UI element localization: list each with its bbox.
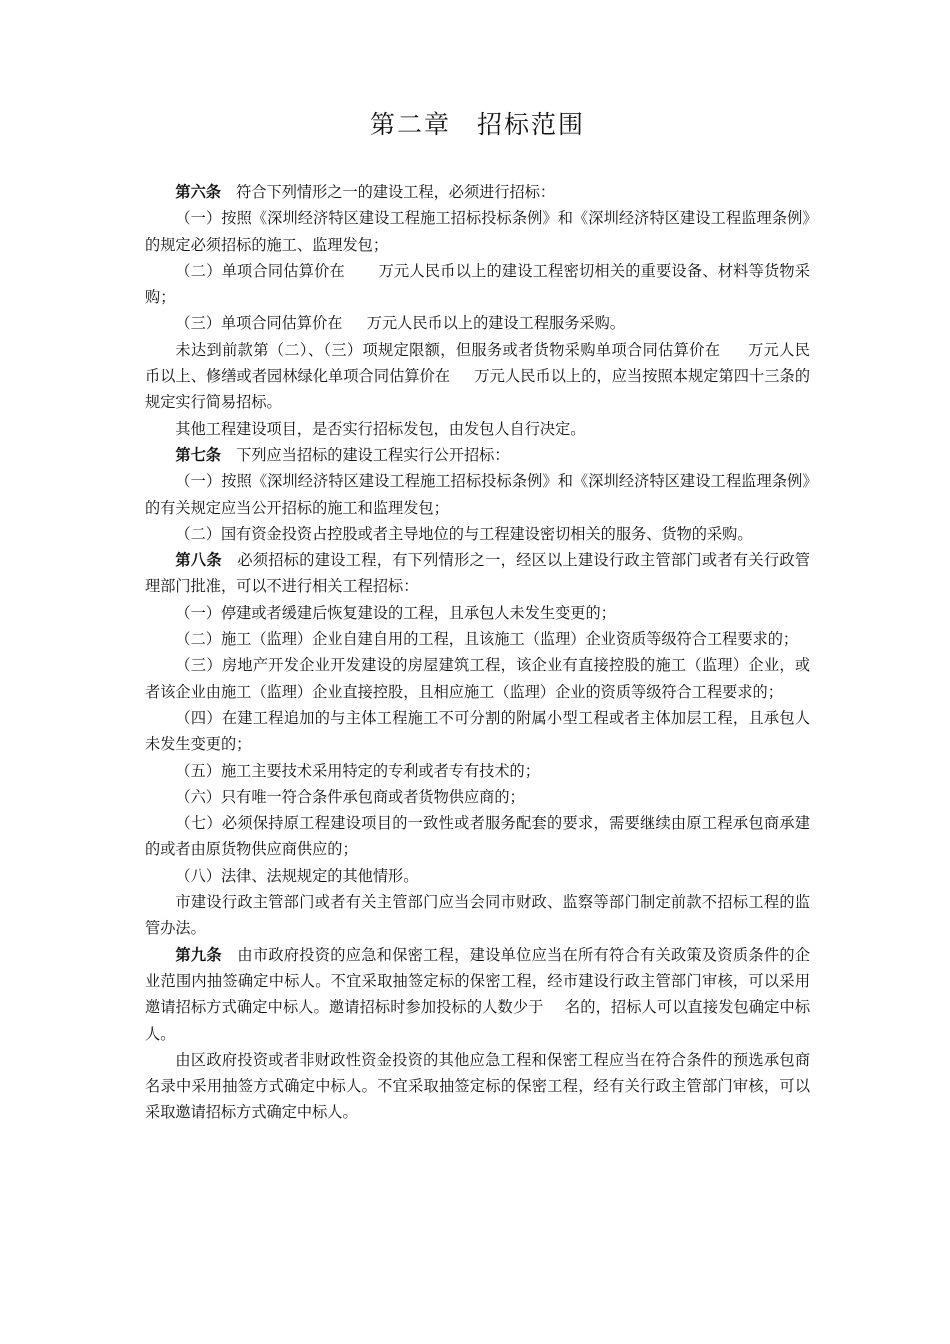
article-6-item-3-a: （三）单项合同估算价在	[175, 314, 343, 333]
article-8-item-3: （三）房地产开发企业开发建设的房屋建筑工程，该企业有直接控股的施工（监理）企业，或者该企业由施工（监理）企业直接控股，且相应施工（监理）企业的资质等级符合工程要求的；	[145, 656, 810, 701]
article-9-lead	[145, 942, 810, 1047]
article-6-item-2-a: （二）单项合同估算价在	[175, 261, 345, 280]
article-6-lead	[145, 179, 810, 205]
article-7-lead	[145, 442, 810, 468]
article-8-item-6: （六）只有唯一符合条件承包商或者货物供应商的；	[175, 787, 525, 806]
article-8-item-4: （四）在建工程追加的与主体工程施工不可分割的附属小型工程或者主体加层工程，且承包人未发生变更的；	[145, 708, 810, 754]
chapter-name: 招标范围	[477, 110, 586, 139]
article-9-lead-a: 由市政府投资的应急和保密工程，建设单位应当在所有符合有关政策及资质条件的企业范围内抽签确定中标人。不宜采取抽签定标的保密工程，经市建设行政主管部门审核，可以采用邀请招标方式确定中标人。邀请招标时参加投标的人数少于	[145, 945, 811, 1017]
article-7-lead-text: 下列应当招标的建设工程实行公开招标：	[236, 445, 510, 464]
article-6-item-3-b: 万元人民币以上的建设工程服务采购。	[366, 314, 625, 333]
article-6-label: 第六条	[175, 183, 221, 201]
article-8-label: 第八条	[175, 551, 222, 570]
article-7-item-2: （二）国有资金投资占控股或者主导地位的与工程建设密切相关的服务、货物的采购。	[175, 524, 753, 543]
article-6-para-2-c: 万元人民币以上的，应当按照本规定第四十三条的规定实行简易招标。	[145, 367, 811, 412]
article-9-label: 第九条	[175, 945, 222, 964]
article-8-lead-text: 必须招标的建设工程，有下列情形之一，经区以上建设行政主管部门或者有关行政管理部门批准，可以不进行相关工程招标：	[145, 551, 811, 596]
article-7-item-1: （一）按照《深圳经济特区建设工程施工招标投标条例》和《深圳经济特区建设工程监理条例》的有关规定应当公开招标的施工和监理发包；	[145, 472, 810, 517]
article-6-item-1: （一）按照《深圳经济特区建设工程施工招标投标条例》和《深圳经济特区建设工程监理条例》的规定必须招标的施工、监理发包；	[145, 209, 810, 254]
article-6-para-2-a: 未达到前款第（二）、（三）项规定限额，但服务或者货物采购单项合同估算价在	[175, 340, 721, 359]
article-9-lead-b: 名的，招标人可以直接发包确定中标人。	[145, 998, 811, 1043]
article-8-lead	[145, 547, 810, 600]
chapter-title	[145, 108, 810, 142]
article-6-item-2-b: 万元人民币以上的建设工程密切相关的重要设备、材料等货物采购；	[145, 261, 811, 307]
article-6-lead-text: 符合下列情形之一的建设工程，必须进行招标：	[236, 183, 556, 201]
article-6-para-3: 其他工程建设项目，是否实行招标发包，由发包人自行决定。	[175, 419, 586, 438]
article-7-label: 第七条	[175, 445, 221, 464]
article-8-para-2: 市建设行政主管部门或者有关主管部门应当会同市财政、监察等部门制定前款不招标工程的监管办法。	[145, 893, 810, 938]
chapter-body	[145, 179, 810, 1126]
article-8-item-7: （七）必须保持原工程建设项目的一致性或者服务配套的要求，需要继续由原工程承包商承建的或者由原货物供应商供应的；	[145, 814, 810, 859]
chapter-number: 第二章	[369, 110, 451, 139]
article-8-item-5: （五）施工主要技术采用特定的专利或者专有技术的；	[175, 761, 540, 780]
article-6-para-2	[145, 337, 810, 416]
article-6-item-3	[145, 310, 810, 336]
article-6-item-2	[145, 258, 810, 311]
article-6-para-2-b: 万元人民币以上、修缮或者园林绿化单项合同估算价在	[145, 340, 810, 386]
article-8-item-8: （八）法律、法规规定的其他情形。	[175, 866, 419, 885]
article-8-item-2: （二）施工（监理）企业自建自用的工程，且该施工（监理）企业资质等级符合工程要求的；	[175, 630, 799, 649]
article-9-para-2: 由区政府投资或者非财政性资金投资的其他应急工程和保密工程应当在符合条件的预选承包商名录中采用抽签方式确定中标人。不宜采取抽签定标的保密工程，经有关行政主管部门审核，可以采取邀请招标方式确定中标人。	[145, 1050, 810, 1122]
article-8-item-1: （一）停建或者缓建后恢复建设的工程，且承包人未发生变更的；	[175, 603, 616, 622]
